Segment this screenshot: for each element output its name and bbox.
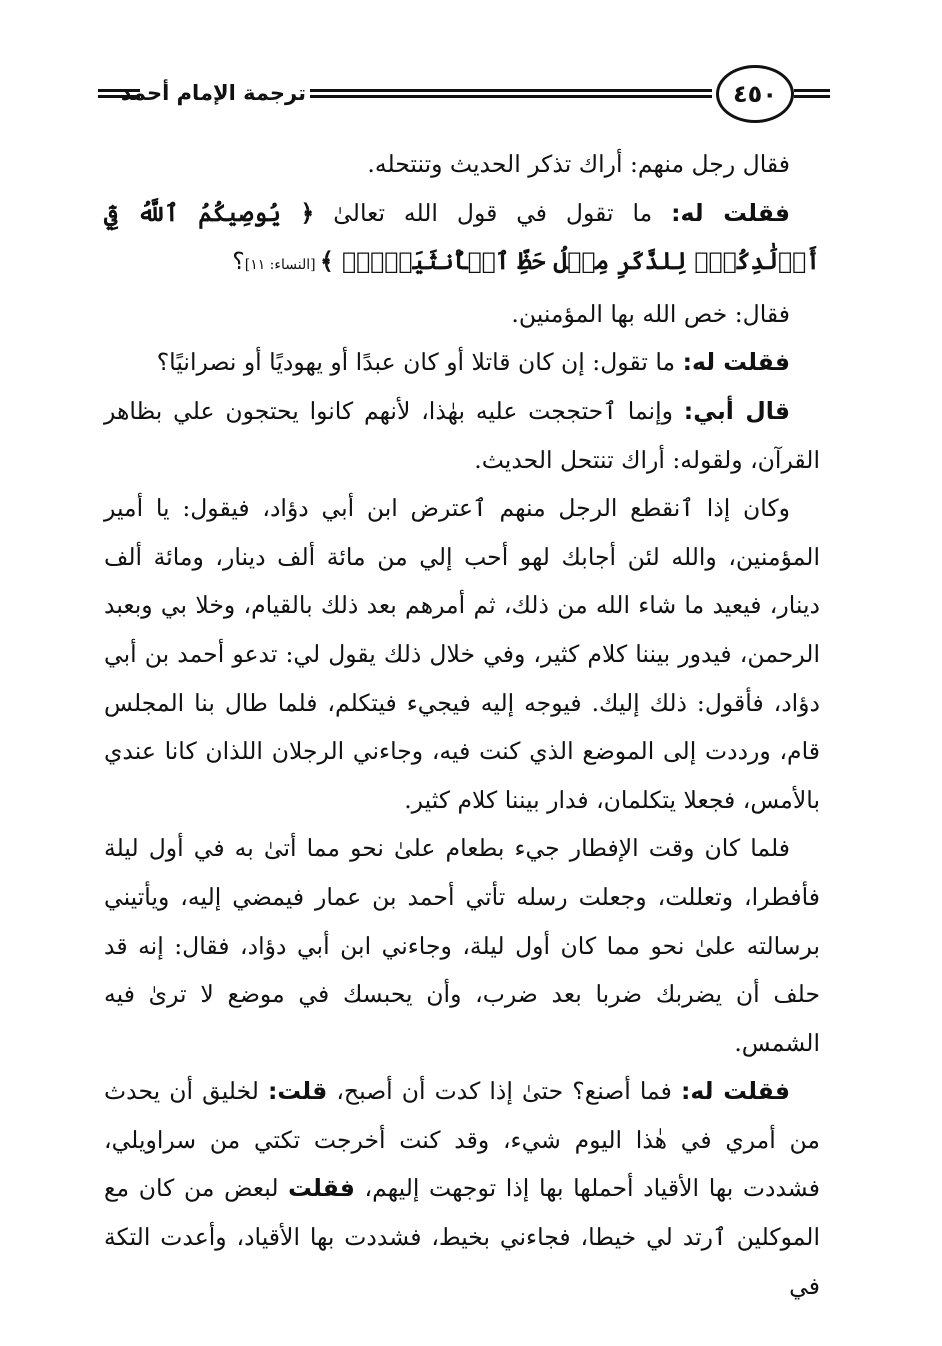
paragraph-6-text: وكان إذا ٱنقطع الرجل منهم ٱعترض ابن أبي دؤاد، فيقول: يا أمير المؤمنين، والله لئن أجابك لهو أحب إلي من مائة ألف دينار، ومائة ألف دينار، فيعيد ما شاء الله من ذلك، ثم أمرهم بعد ذلك بالقيام، وخلا بي وبعبد الرحمن، فيدور بيننا كلام كثير، وفي خلال ذلك يقول لي: تدعو أحمد بن أبي دؤاد، فأقول: ذلك إليك. فيوجه إليه فيجيء فيتكلم، فلما طال بنا المجلس قام، ورددت إلى الموضع الذي كنت فيه، وجاءني الرجلان اللذان كانا عندي بالأمس، فجعلا يتكلمان، فدار بيننا كلام كثير. <box>104 494 820 814</box>
paragraph-4 <box>104 338 820 387</box>
paragraph-8-text-2: لخليق أن يحدث من أمري في هٰذا اليوم شيء، وقد كنت أخرجت تكتي من سراويلي، فشددت بها الأقياد أحملها بها إذا توجهت إليهم، <box>104 1077 820 1203</box>
speaker-label: قال أبي: <box>683 396 790 425</box>
quran-reference: [النساء: ١١] <box>244 257 321 274</box>
paragraph-1-text: فقال رجل منهم: أراك تذكر الحديث وتنتحله. <box>367 150 790 178</box>
body-text <box>104 140 820 1310</box>
speaker-label: فقلت له: <box>680 1077 790 1106</box>
speaker-label: فقلت له: <box>682 348 790 377</box>
paragraph-5 <box>104 387 820 484</box>
paragraph-8-text-1: فما أصنع؟ حتىٰ إذا كدت أن أصبح، <box>327 1077 681 1106</box>
paragraph-1 <box>104 140 820 189</box>
paragraph-2 <box>104 189 820 290</box>
paragraph-8 <box>104 1067 820 1310</box>
speaker-label: فقلت له: <box>671 198 790 227</box>
speaker-label: فقلت <box>288 1174 355 1203</box>
paragraph-3 <box>104 290 820 339</box>
paragraph-3-text: فقال: خص الله بها المؤمنين. <box>511 299 790 328</box>
paragraph-7 <box>104 824 820 1067</box>
quran-verse: ﴿ يُوصِيكُمُ ٱللَّهُ فِيٓ أَوۡلَٰدِكُمۡۖ لِلذَّكَرِ مِثۡلُ حَظِّ ٱلۡأُنثَيَيۡنِۚ ﴾ <box>104 198 820 276</box>
paragraph-7-text: فلما كان وقت الإفطار جيء بطعام علىٰ نحو مما أتىٰ به في أول ليلة فأفطرا، وتعللت، وجعلت رسله تأتي أحمد بن عمار فيمضي إليه، ويأتيني برسالته علىٰ نحو مما كان أول ليلة، وجاءني ابن أبي دؤاد، فقال: إنه قد حلف أن يضربك ضربا بعد ضرب، وأن يحبسك في موضع لا ترىٰ فيه الشمس. <box>104 834 820 1057</box>
paragraph-2-text: ما تقول في قول الله تعالىٰ <box>314 198 672 227</box>
paragraph-2-end: ؟ <box>232 247 245 276</box>
page-number: ٤٥٠ <box>716 65 794 123</box>
paragraph-5-text: وإنما ٱحتججت عليه بهٰذا، لأنهم كانوا يحتجون علي بظاهر القرآن، ولقوله: أراك تنتحل الحديث. <box>104 396 820 474</box>
page-header <box>88 62 830 126</box>
speaker-label: قلت: <box>268 1077 328 1106</box>
paragraph-6 <box>104 484 820 824</box>
paragraph-4-text: ما تقول: إن كان قاتلا أو كان عبدًا أو يهوديًا أو نصرانيًا؟ <box>156 348 683 377</box>
paragraph-8-text-3: لبعض من كان مع الموكلين ٱرتد لي خيطا، فجاءني بخيط، فشددت بها الأقياد، وأعدت التكة في <box>104 1174 820 1300</box>
header-rule-middle <box>310 89 712 98</box>
running-title: ترجمة الإمام أحمد <box>120 81 306 105</box>
header-rule-right <box>794 89 830 98</box>
